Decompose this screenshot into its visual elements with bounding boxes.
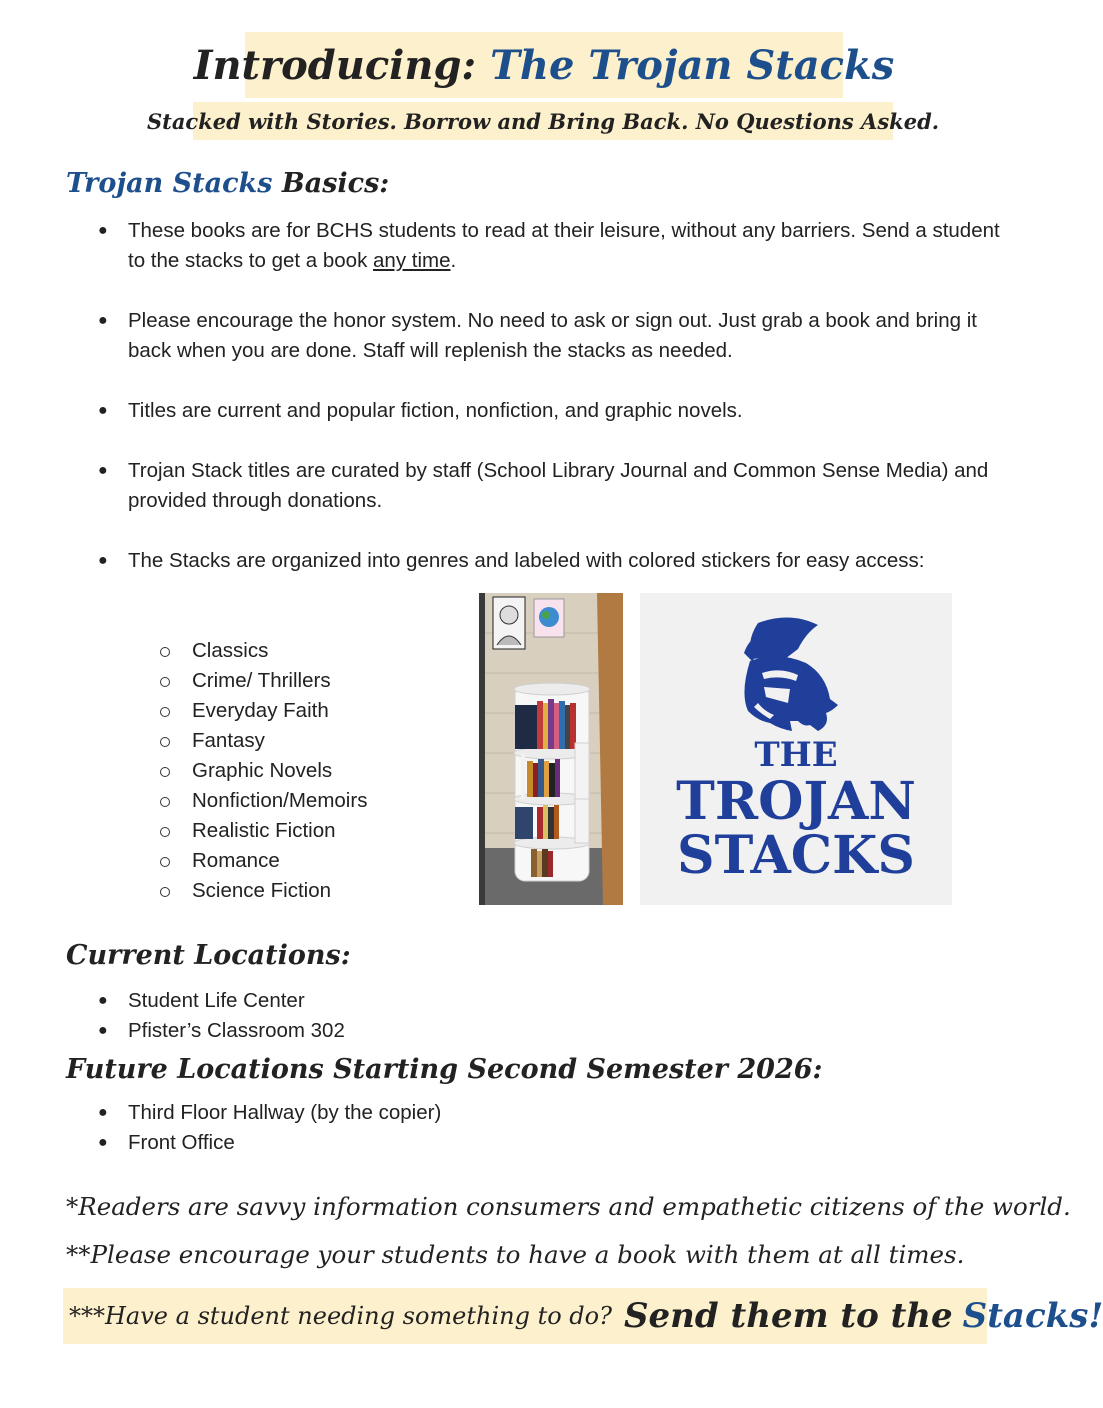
current-locations-heading: Current Locations: xyxy=(66,940,351,971)
genre-label: Everyday Faith xyxy=(192,699,329,722)
location-label: Third Floor Hallway (by the copier) xyxy=(128,1101,442,1124)
genre-label: Graphic Novels xyxy=(192,759,333,782)
future-locations-heading: Future Locations Starting Second Semester 2026: xyxy=(66,1054,823,1085)
basics-heading xyxy=(66,168,389,199)
title-name: The Trojan Stacks xyxy=(490,41,895,89)
logo-line-trojan: TROJAN xyxy=(676,771,916,832)
list-item xyxy=(98,986,798,1016)
logo-line-the: THE xyxy=(754,735,838,775)
location-label: Student Life Center xyxy=(128,989,305,1012)
genre-item xyxy=(160,816,460,846)
bullet: ● xyxy=(98,552,108,569)
basics-item-1 xyxy=(98,216,1018,276)
genre-list xyxy=(160,636,460,906)
genre-label: Romance xyxy=(192,849,280,872)
location-label: Front Office xyxy=(128,1131,235,1154)
genre-item xyxy=(160,786,460,816)
basics-item-2 xyxy=(98,306,1018,366)
bullet: ● xyxy=(98,402,108,419)
basics-item-1-end: . xyxy=(450,249,457,272)
basics-heading-rest: Basics: xyxy=(281,168,390,199)
bullet: ● xyxy=(98,312,108,329)
list-item xyxy=(98,1128,798,1158)
page-title xyxy=(193,32,895,98)
basics-item-4 xyxy=(98,456,1018,516)
note-encourage: **Please encourage your students to have a book with them at all times. xyxy=(66,1240,965,1269)
bookshelf-photo xyxy=(479,593,623,905)
bullet: ● xyxy=(98,992,108,1009)
genre-label: Fantasy xyxy=(192,729,265,752)
trojan-stacks-logo xyxy=(640,593,952,905)
genre-item xyxy=(160,756,460,786)
tagline: Stacked with Stories. Borrow and Bring Back. No Questions Asked. xyxy=(193,102,893,140)
bullet: ● xyxy=(98,1104,108,1121)
bookshelf-illustration xyxy=(479,593,623,905)
cta-question: ***Have a student needing something to do? xyxy=(69,1302,612,1330)
logo-line-stacks: STACKS xyxy=(677,825,915,886)
genre-item xyxy=(160,636,460,666)
cta-send: Send them to the xyxy=(624,1296,953,1336)
genre-item xyxy=(160,666,460,696)
basics-item-1-text: These books are for BCHS students to read at their leisure, without any barriers. Send a student to the stacks to get a book xyxy=(128,219,1000,272)
genre-label: Crime/ Thrillers xyxy=(192,669,331,692)
genre-item xyxy=(160,696,460,726)
genre-label: Nonfiction/Memoirs xyxy=(192,789,368,812)
call-to-action xyxy=(63,1288,1103,1344)
title-prefix: Introducing: xyxy=(193,41,477,89)
genre-item xyxy=(160,876,460,906)
bullet: ● xyxy=(98,462,108,479)
genre-label: Classics xyxy=(192,639,269,662)
genre-item xyxy=(160,726,460,756)
current-locations-list xyxy=(98,986,798,1046)
basics-item-5 xyxy=(98,546,1018,576)
bullet: ● xyxy=(98,1134,108,1151)
basics-heading-brand: Trojan Stacks xyxy=(66,168,273,199)
basics-item-4-text: Trojan Stack titles are curated by staff (School Library Journal and Common Sense Media) and provided through donations. xyxy=(128,459,989,512)
basics-item-3-text: Titles are current and popular fiction, nonfiction, and graphic novels. xyxy=(128,399,743,422)
genre-item xyxy=(160,846,460,876)
future-locations-list xyxy=(98,1098,798,1158)
note-readers: *Readers are savvy information consumers and empathetic citizens of the world. xyxy=(66,1192,1071,1221)
location-label: Pfister’s Classroom 302 xyxy=(128,1019,345,1042)
bullet: ● xyxy=(98,1022,108,1039)
list-item xyxy=(98,1098,798,1128)
basics-item-5-text: The Stacks are organized into genres and labeled with colored stickers for easy access: xyxy=(128,549,925,572)
cta-stacks: Stacks! xyxy=(962,1296,1103,1336)
bullet: ● xyxy=(98,222,108,239)
basics-item-2-text: Please encourage the honor system. No need to ask or sign out. Just grab a book and bring it back when you are done. Staff will replenish the stacks as needed. xyxy=(128,309,977,362)
any-time-text: any time xyxy=(373,249,451,272)
genre-label: Science Fiction xyxy=(192,879,332,902)
basics-item-3 xyxy=(98,396,1018,426)
genre-label: Realistic Fiction xyxy=(192,819,336,842)
list-item xyxy=(98,1016,798,1046)
